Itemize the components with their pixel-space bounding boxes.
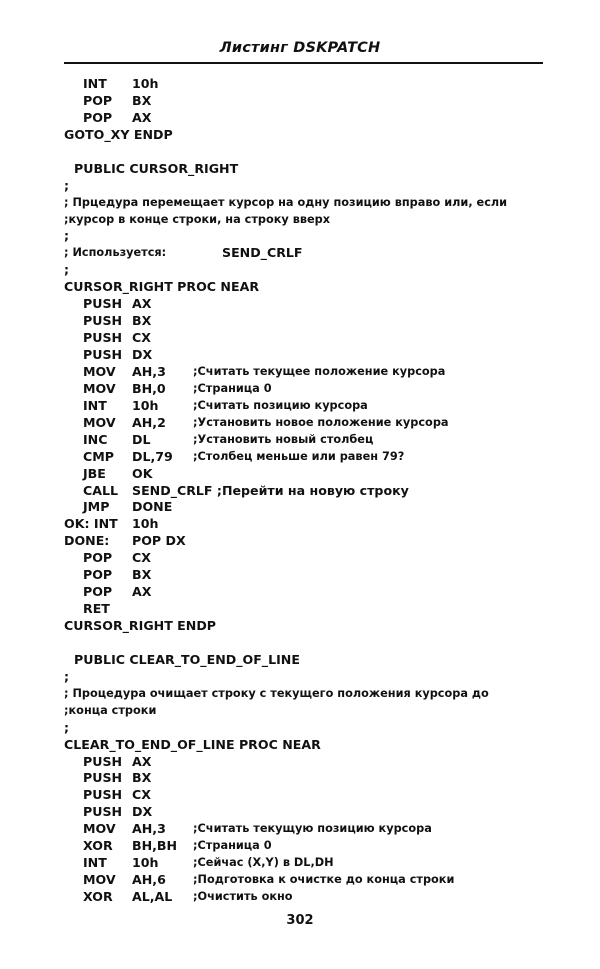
code-line bbox=[0, 483, 600, 500]
code-segment: PUSH bbox=[83, 296, 123, 312]
code-segment: CX bbox=[132, 330, 151, 346]
blank-line bbox=[0, 635, 600, 652]
code-segment: ; bbox=[64, 228, 70, 244]
code-line bbox=[0, 872, 600, 889]
blank-line bbox=[0, 144, 600, 161]
code-segment: ; Процедура очищает строку с текущего положения курсора до bbox=[64, 686, 489, 700]
code-line bbox=[0, 127, 600, 144]
code-segment: 10h bbox=[132, 516, 159, 532]
code-segment: ;Сейчас (X,Y) в DL,DH bbox=[193, 856, 334, 870]
code-line bbox=[0, 787, 600, 804]
code-segment: CX bbox=[132, 550, 151, 566]
code-line bbox=[0, 296, 600, 313]
code-segment: AX bbox=[132, 584, 152, 600]
code-line bbox=[0, 279, 600, 296]
code-segment: ;Установить новый столбец bbox=[193, 432, 374, 446]
code-segment: SEND_CRLF bbox=[222, 245, 303, 261]
running-header: Листинг DSKPATCH bbox=[219, 40, 381, 56]
code-segment: MOV bbox=[83, 872, 116, 888]
code-segment: POP bbox=[83, 584, 113, 600]
code-segment: 10h bbox=[132, 855, 159, 871]
code-segment: AL,AL bbox=[132, 889, 173, 904]
code-segment: CMP bbox=[83, 448, 115, 464]
code-segment: BX bbox=[132, 92, 152, 108]
code-segment: PUSH bbox=[83, 804, 123, 820]
code-segment: ;Считать текущую позицию курсора bbox=[193, 822, 432, 836]
code-line bbox=[0, 364, 600, 381]
code-segment: ; Используется: bbox=[64, 246, 167, 260]
code-segment: JBE bbox=[83, 465, 106, 481]
code-line bbox=[0, 415, 600, 432]
code-segment: ; bbox=[64, 668, 70, 684]
code-segment: ; bbox=[64, 177, 70, 193]
code-segment: ;Считать текущее положение курсора bbox=[193, 364, 446, 378]
code-line bbox=[0, 703, 600, 720]
code-line bbox=[0, 161, 600, 178]
code-line bbox=[0, 499, 600, 516]
code-segment: ;Подготовка к очистке до конца строки bbox=[193, 873, 455, 887]
code-segment: POP bbox=[83, 550, 113, 566]
code-line bbox=[0, 398, 600, 415]
code-segment: ;Страница 0 bbox=[193, 381, 272, 395]
code-line bbox=[0, 838, 600, 855]
code-segment: PUSH bbox=[83, 770, 123, 786]
code-segment: DX bbox=[132, 347, 153, 362]
code-segment: DONE: bbox=[64, 533, 110, 549]
code-segment: BH,0 bbox=[132, 380, 166, 396]
code-segment: ;Установить новое положение курсора bbox=[193, 415, 449, 429]
code-segment: OK bbox=[132, 465, 153, 481]
code-line bbox=[0, 313, 600, 330]
page-number: 302 bbox=[286, 913, 314, 928]
code-line bbox=[0, 804, 600, 821]
header-rule bbox=[64, 62, 543, 64]
code-line bbox=[0, 737, 600, 754]
code-line bbox=[0, 652, 600, 669]
code-line bbox=[0, 550, 600, 567]
code-segment: AH,6 bbox=[132, 872, 166, 888]
code-segment: CURSOR_RIGHT ENDP bbox=[64, 618, 216, 633]
code-segment: BX bbox=[132, 770, 152, 786]
code-segment: POP bbox=[83, 109, 113, 125]
code-segment: CX bbox=[132, 787, 151, 803]
code-line bbox=[0, 855, 600, 872]
code-line bbox=[0, 754, 600, 771]
code-segment: AX bbox=[132, 109, 152, 125]
code-segment: 10h bbox=[132, 397, 159, 413]
code-line bbox=[0, 516, 600, 533]
code-segment: CLEAR_TO_END_OF_LINE PROC NEAR bbox=[64, 736, 321, 752]
code-line bbox=[0, 466, 600, 483]
code-segment: 10h bbox=[132, 76, 159, 91]
code-segment: CALL bbox=[83, 482, 119, 498]
code-segment: OK: INT bbox=[64, 516, 118, 532]
code-line bbox=[0, 330, 600, 347]
code-segment: PUSH bbox=[83, 347, 123, 362]
code-line bbox=[0, 178, 600, 195]
code-segment: SEND_CRLF ;Перейти на новую строку bbox=[132, 482, 409, 498]
code-line bbox=[0, 195, 600, 212]
code-segment: RET bbox=[83, 601, 110, 617]
code-segment: MOV bbox=[83, 414, 116, 430]
code-line bbox=[0, 821, 600, 838]
code-segment: PUSH bbox=[83, 313, 123, 329]
code-line bbox=[0, 432, 600, 449]
code-segment: PUSH bbox=[83, 330, 123, 346]
code-segment: POP bbox=[83, 92, 113, 108]
code-segment: XOR bbox=[83, 889, 113, 904]
code-segment: MOV bbox=[83, 363, 116, 379]
code-segment: PUBLIC CLEAR_TO_END_OF_LINE bbox=[74, 651, 300, 667]
code-segment: AX bbox=[132, 753, 152, 769]
code-line bbox=[0, 347, 600, 364]
code-line bbox=[0, 381, 600, 398]
code-line bbox=[0, 212, 600, 229]
code-segment: DL bbox=[132, 431, 151, 447]
code-line bbox=[0, 889, 600, 906]
code-segment: ; bbox=[64, 262, 70, 278]
code-segment: CURSOR_RIGHT PROC NEAR bbox=[64, 279, 260, 295]
code-segment: MOV bbox=[83, 380, 116, 396]
code-segment: XOR bbox=[83, 838, 113, 854]
code-segment: ;конца строки bbox=[64, 703, 157, 717]
code-segment: POP DX bbox=[132, 533, 186, 549]
code-line bbox=[0, 567, 600, 584]
code-segment: AH,3 bbox=[132, 821, 166, 837]
code-line bbox=[0, 584, 600, 601]
code-line bbox=[0, 110, 600, 127]
code-line bbox=[0, 76, 600, 93]
code-segment: DL,79 bbox=[132, 448, 173, 464]
code-segment: PUSH bbox=[83, 787, 123, 803]
code-segment: INT bbox=[83, 397, 107, 413]
code-segment: BX bbox=[132, 567, 152, 583]
code-segment: DX bbox=[132, 804, 153, 820]
code-line bbox=[0, 686, 600, 703]
code-line bbox=[0, 720, 600, 737]
code-line bbox=[0, 618, 600, 635]
code-segment: INC bbox=[83, 431, 108, 447]
code-segment: POP bbox=[83, 567, 113, 583]
code-segment: AH,2 bbox=[132, 414, 166, 430]
code-line bbox=[0, 93, 600, 110]
code-segment: ; Прцедура перемещает курсор на одну позицию вправо или, если bbox=[64, 195, 508, 209]
code-line bbox=[0, 245, 600, 262]
code-segment: PUSH bbox=[83, 753, 123, 769]
code-segment: DONE bbox=[132, 499, 173, 515]
code-line bbox=[0, 533, 600, 550]
code-line bbox=[0, 601, 600, 618]
code-segment: BX bbox=[132, 313, 152, 329]
code-line bbox=[0, 262, 600, 279]
code-segment: ;курсор в конце строки, на строку вверх bbox=[64, 212, 331, 226]
code-segment: INT bbox=[83, 855, 107, 871]
code-segment: BH,BH bbox=[132, 838, 178, 854]
code-line bbox=[0, 669, 600, 686]
code-segment: ;Столбец меньше или равен 79? bbox=[193, 449, 405, 463]
code-segment: MOV bbox=[83, 821, 116, 837]
code-segment: GOTO_XY ENDP bbox=[64, 126, 173, 142]
code-segment: PUBLIC CURSOR_RIGHT bbox=[74, 160, 239, 176]
code-segment: ;Считать позицию курсора bbox=[193, 398, 368, 412]
code-line bbox=[0, 449, 600, 466]
code-line bbox=[0, 228, 600, 245]
code-segment: ; bbox=[64, 719, 70, 735]
code-segment: INT bbox=[83, 76, 107, 91]
code-segment: ;Страница 0 bbox=[193, 839, 272, 853]
code-segment: AH,3 bbox=[132, 363, 166, 379]
code-segment: JMP bbox=[83, 499, 110, 515]
code-segment: ;Очистить окно bbox=[193, 890, 293, 903]
code-segment: AX bbox=[132, 296, 152, 312]
code-line bbox=[0, 770, 600, 787]
code-listing bbox=[0, 76, 600, 906]
